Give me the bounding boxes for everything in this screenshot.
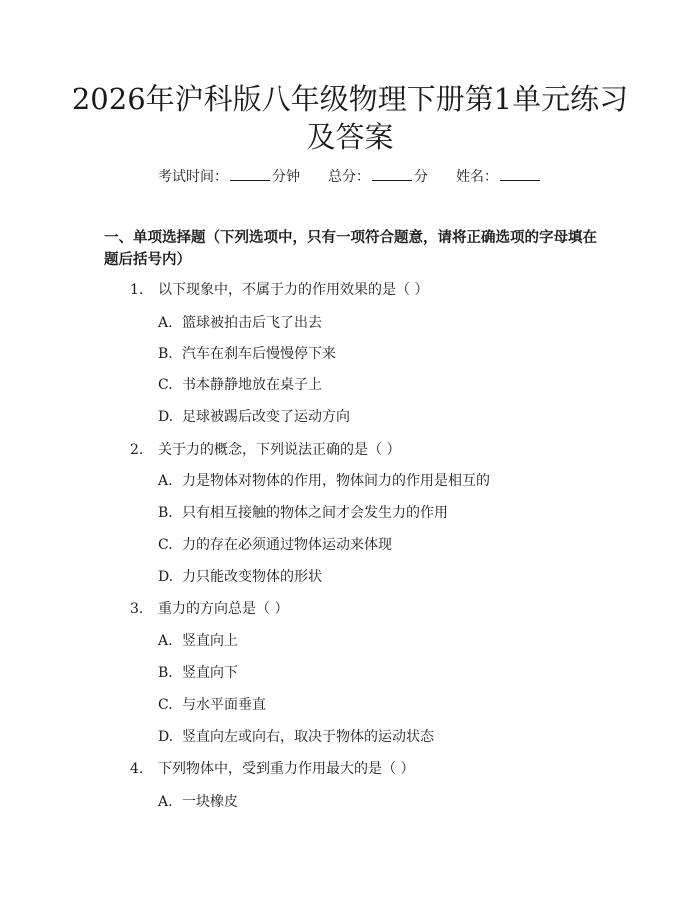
question-text: 下列物体中，受到重力作用最大的是（ ）: [158, 761, 415, 777]
exam-time: [158, 166, 300, 188]
option-letter: D.: [158, 569, 174, 585]
option-text: 与水平面垂直: [182, 697, 266, 713]
option-text: 竖直向下: [182, 665, 238, 681]
total-score-blank: [372, 168, 412, 181]
option-2c: [158, 534, 392, 556]
option-letter: B.: [158, 505, 173, 521]
option-3d: [158, 726, 434, 748]
option-text: 力的存在必须通过物体运动来体现: [182, 537, 392, 553]
option-letter: B.: [158, 665, 173, 681]
option-2b: [158, 502, 448, 524]
option-text: 力是物体对物体的作用，物体间力的作用是相互的: [182, 473, 490, 489]
total-score: [328, 166, 428, 188]
option-3a: [158, 630, 238, 652]
total-score-label: 总分：: [328, 169, 370, 185]
exam-time-label: 考试时间：: [158, 169, 228, 185]
option-letter: A.: [158, 473, 173, 489]
option-text: 汽车在刹车后慢慢停下来: [182, 346, 336, 362]
option-letter: C.: [158, 697, 173, 713]
question-4: [130, 758, 414, 780]
student-name-label: 姓名：: [456, 169, 498, 185]
exam-time-unit: 分钟: [272, 169, 300, 185]
question-text: 以下现象中，不属于力的作用效果的是（ ）: [158, 282, 429, 298]
question-2: [130, 439, 400, 461]
question-number: 4.: [130, 761, 144, 777]
question-number: 2.: [130, 442, 144, 458]
exam-time-blank: [230, 168, 270, 181]
option-text: 竖直向左或向右，取决于物体的运动状态: [182, 729, 434, 745]
option-letter: A.: [158, 633, 173, 649]
option-text: 篮球被拍击后飞了出去: [182, 315, 322, 331]
option-text: 书本静静地放在桌子上: [182, 377, 322, 393]
option-letter: C.: [158, 537, 173, 553]
option-letter: D.: [158, 409, 174, 425]
question-1: [130, 279, 428, 301]
question-number: 1.: [130, 282, 144, 298]
option-3b: [158, 662, 238, 684]
question-3: [130, 598, 288, 620]
question-number: 3.: [130, 601, 144, 617]
total-score-unit: 分: [414, 169, 428, 185]
option-text: 竖直向上: [182, 633, 238, 649]
option-2a: [158, 470, 490, 492]
exam-info: [0, 166, 700, 188]
option-2d: [158, 566, 322, 588]
option-text: 足球被踢后改变了运动方向: [182, 409, 350, 425]
option-text: 一块橡皮: [182, 794, 238, 810]
option-1b: [158, 343, 336, 365]
option-4a: [158, 791, 238, 813]
option-1c: [158, 374, 322, 396]
question-text: 关于力的概念，下列说法正确的是（ ）: [158, 442, 401, 458]
option-1a: [158, 312, 322, 334]
section-heading: 一、单项选择题（下列选项中，只有一项符合题意，请将正确选项的字母填在题后括号内）: [104, 229, 597, 268]
option-letter: A.: [158, 794, 173, 810]
student-name-blank: [500, 168, 540, 181]
option-letter: D.: [158, 729, 174, 745]
student-name: [456, 166, 542, 188]
question-text: 重力的方向总是（ ）: [158, 601, 289, 617]
option-letter: A.: [158, 315, 173, 331]
option-3c: [158, 694, 266, 716]
option-text: 力只能改变物体的形状: [182, 569, 322, 585]
document-title: 2026年沪科版八年级物理下册第1单元练习及答案: [71, 82, 629, 154]
option-letter: B.: [158, 346, 173, 362]
option-1d: [158, 406, 350, 428]
option-letter: C.: [158, 377, 173, 393]
option-text: 只有相互接触的物体之间才会发生力的作用: [182, 505, 448, 521]
